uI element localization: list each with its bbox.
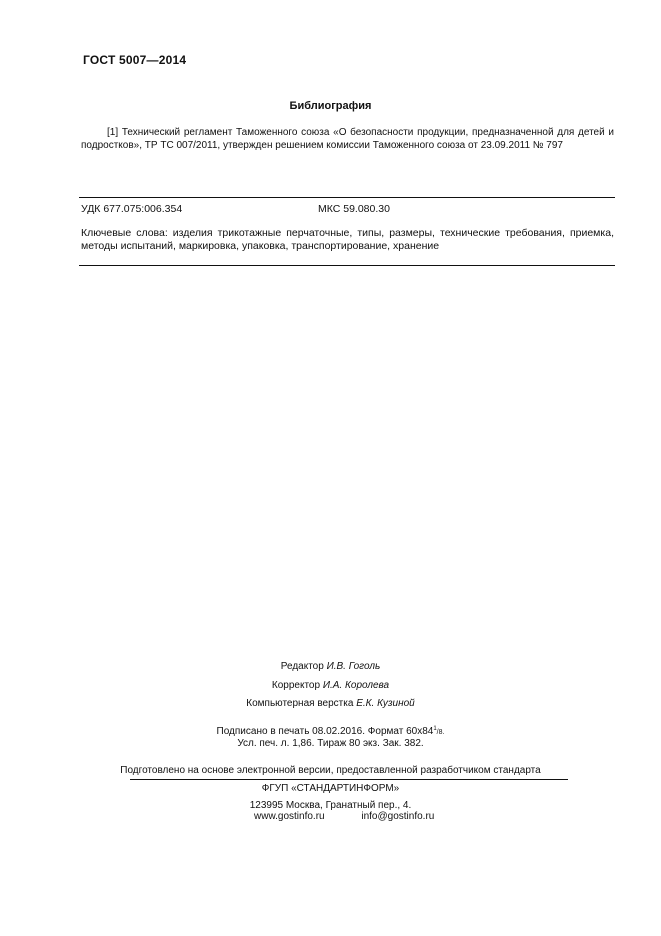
layout-name: Е.К. Кузиной [356,698,415,709]
corrector-credit [0,680,661,691]
print-info: Усл. печ. л. 1,86. Тираж 80 экз. Зак. 382. [237,738,424,749]
signed-line [0,726,661,737]
corrector-name: И.А. Королева [322,680,390,691]
imprint-divider [130,779,568,780]
udk-code: УДК 677.075:006.354 [81,203,183,215]
prepared-note: Подготовлено на основе электронной версии, предоставленной разработчиком стандарта [120,765,541,776]
email-link[interactable]: info@gostinfo.ru [361,811,435,822]
layout-label: Компьютерная верстка [246,698,354,709]
signed-text: Подписано в печать 08.02.2016. Формат 60x84 [216,726,434,737]
format-fraction-sub: /8. [436,729,445,736]
editor-label: Редактор [280,661,324,672]
publisher-name: ФГУП «СТАНДАРТИНФОРМ» [261,783,400,794]
publisher-address: 123995 Москва, Гранатный пер., 4. [249,800,412,811]
contact-row [254,811,434,822]
top-divider [79,197,615,198]
document-code: ГОСТ 5007—2014 [83,53,187,67]
bottom-divider [79,265,615,266]
bibliography-entry: [1] Технический регламент Таможенного союза «О безопасности продукции, предназначенной для детей и подростков», ТР ТС 007/2011, утвержден решением комиссии Таможенного союза от 23.09.2011 № 797 [81,127,614,151]
corrector-label: Корректор [271,680,321,691]
bibliography-title: Библиография [289,100,372,112]
layout-credit [0,698,661,709]
format-fraction-sup: 1 [433,726,437,732]
keywords: Ключевые слова: изделия трикотажные перчаточные, типы, размеры, технические требования, приемка, методы испытаний, маркировка, упаковка, транспортирование, хранение [81,227,614,252]
editor-name: И.В. Гоголь [326,661,381,672]
mks-code: МКС 59.080.30 [318,203,390,215]
editor-credit [0,661,661,672]
website-link[interactable]: www.gostinfo.ru [254,811,325,822]
